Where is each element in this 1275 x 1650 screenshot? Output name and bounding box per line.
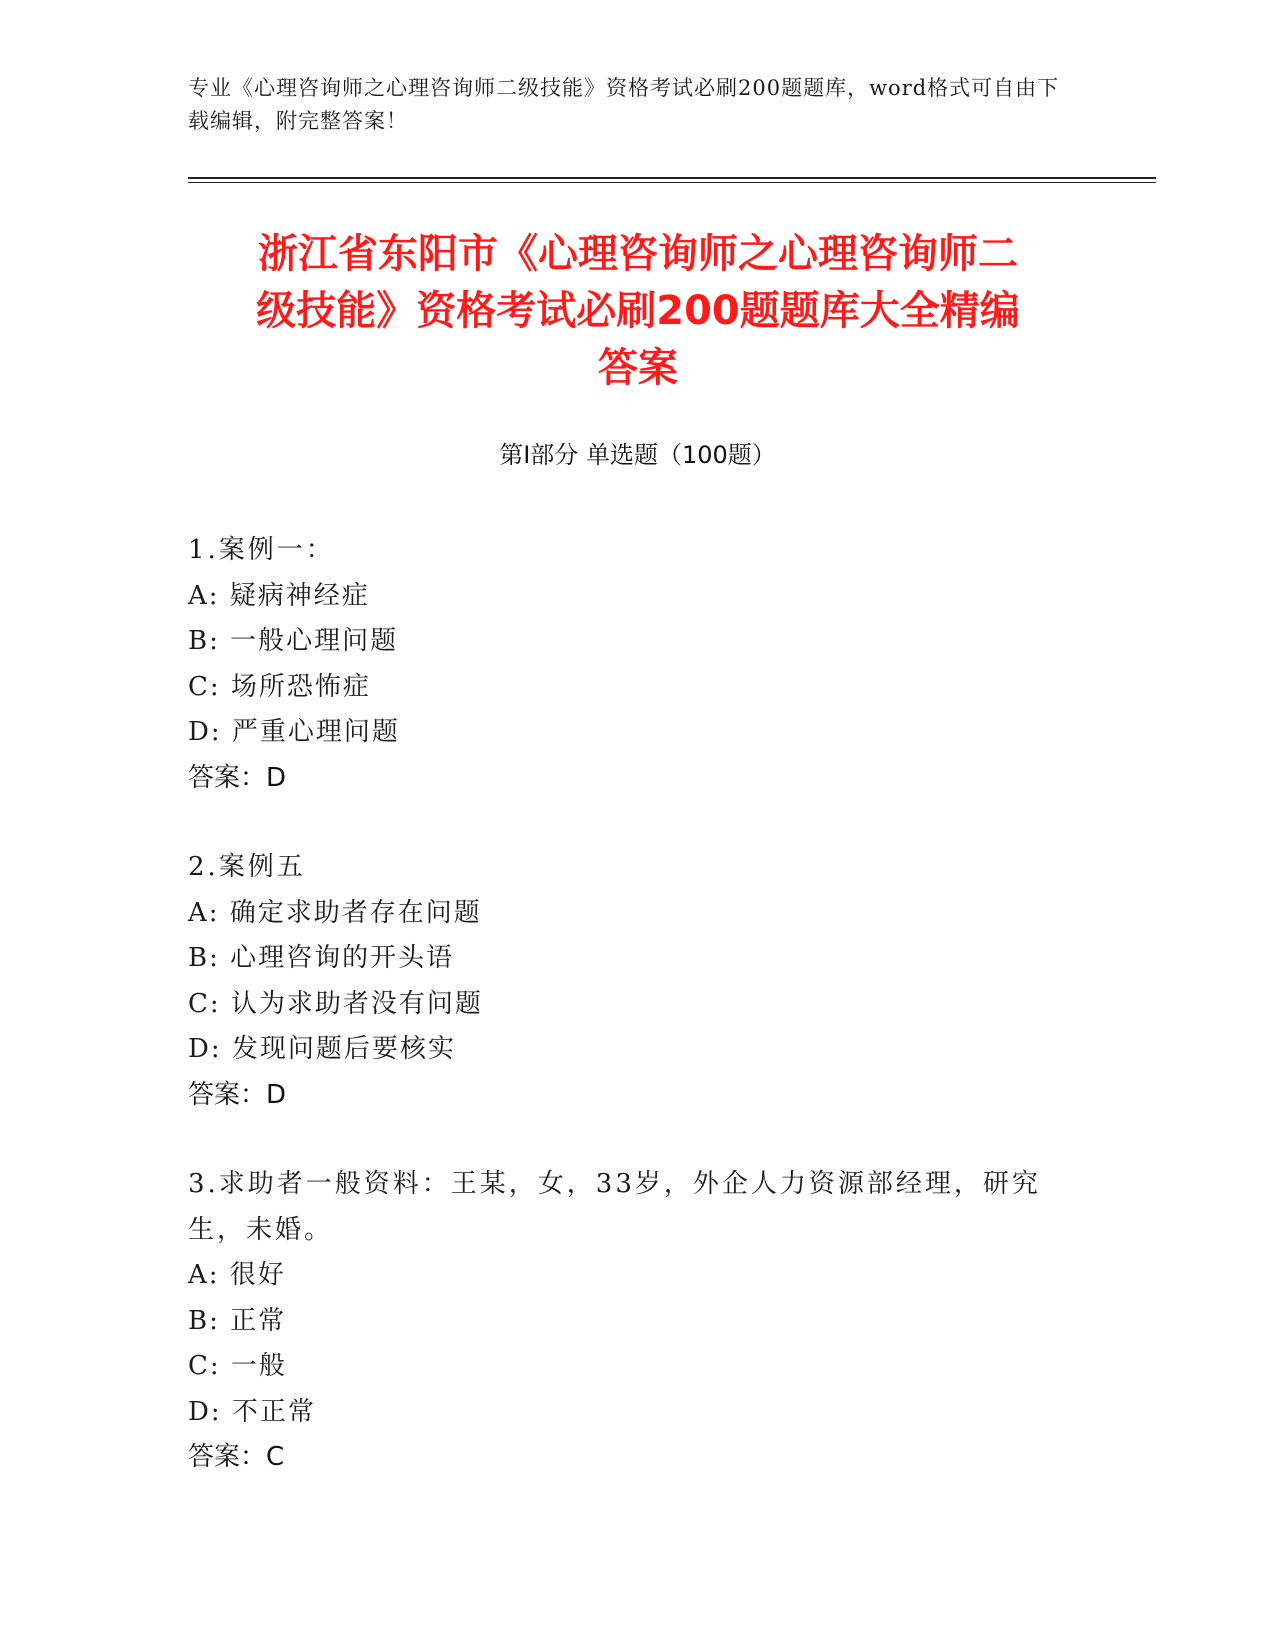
title-line-2: 级技能》资格考试必刷200题题库大全精编 (256, 288, 1020, 334)
option-b: B: 正常 (188, 1305, 287, 1336)
header-divider-thick (188, 177, 1156, 179)
question-1 (188, 528, 1088, 801)
option-b: B: 一般心理问题 (188, 626, 399, 656)
header-note: 专业《心理咨询师之心理咨询师二级技能》资格考试必刷200题题库，word格式可自由下载编辑，附完整答案！ (188, 76, 1060, 133)
question-3 (188, 1162, 1088, 1481)
question-list (188, 528, 1088, 1525)
answer-line: 答案：D (188, 1079, 287, 1110)
document-title (188, 226, 1088, 397)
option-c: C: 认为求助者没有问题 (188, 988, 483, 1019)
option-a: A: 疑病神经症 (188, 580, 370, 611)
question-stem: 3.求助者一般资料：王某，女，33岁，外企人力资源部经理，研究生，未婚。 (188, 1169, 1041, 1245)
question-2 (188, 845, 1088, 1118)
option-c: C: 一般 (188, 1351, 287, 1381)
title-line-3: 答案 (598, 345, 678, 391)
answer-line: 答案：D (188, 762, 287, 793)
section-title: 第I部分 单选题（100题） (499, 441, 776, 469)
option-c: C: 场所恐怖症 (188, 671, 371, 702)
option-d: D: 不正常 (188, 1396, 316, 1427)
option-a: A: 确定求助者存在问题 (188, 897, 482, 928)
question-stem: 1.案例一： (188, 535, 335, 565)
title-line-1: 浙江省东阳市《心理咨询师之心理咨询师二 (258, 231, 1018, 277)
question-stem: 2.案例五 (188, 852, 306, 882)
header-divider-thin (188, 182, 1156, 183)
option-a: A: 很好 (188, 1260, 286, 1290)
answer-line: 答案：C (188, 1442, 285, 1472)
option-d: D: 发现问题后要核实 (188, 1034, 456, 1064)
option-b: B: 心理咨询的开头语 (188, 943, 455, 973)
option-d: D: 严重心理问题 (188, 717, 400, 747)
